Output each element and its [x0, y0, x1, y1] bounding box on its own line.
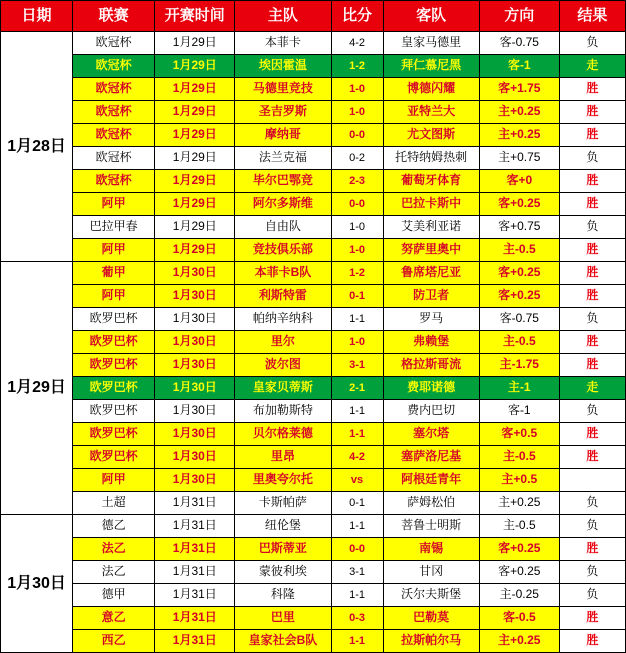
result-cell: 胜: [559, 538, 625, 561]
table-body: [1, 32, 626, 653]
column-header-league: 联赛: [73, 1, 155, 32]
table-row: [1, 147, 626, 170]
result-cell: 胜: [559, 170, 625, 193]
score-cell: 3-1: [331, 354, 383, 377]
result-cell: 走: [559, 377, 625, 400]
league-cell: 德甲: [73, 584, 155, 607]
kickoff-cell: 1月30日: [155, 423, 235, 446]
kickoff-cell: 1月29日: [155, 239, 235, 262]
league-cell: 西乙: [73, 630, 155, 653]
league-cell: 欧罗巴杯: [73, 331, 155, 354]
score-cell: 1-0: [331, 331, 383, 354]
kickoff-cell: 1月30日: [155, 446, 235, 469]
score-cell: 1-1: [331, 584, 383, 607]
away-team-cell: 皇家马德里: [383, 32, 479, 55]
home-team-cell: 波尔图: [235, 354, 331, 377]
table-row: [1, 216, 626, 239]
kickoff-cell: 1月29日: [155, 78, 235, 101]
direction-cell: 主+0.25: [479, 630, 559, 653]
direction-cell: 主-0.5: [479, 446, 559, 469]
home-team-cell: 巴斯蒂亚: [235, 538, 331, 561]
result-cell: 负: [559, 492, 625, 515]
table-row: [1, 308, 626, 331]
direction-cell: 客-0.75: [479, 308, 559, 331]
league-cell: 欧冠杯: [73, 32, 155, 55]
league-cell: 意乙: [73, 607, 155, 630]
kickoff-cell: 1月29日: [155, 193, 235, 216]
kickoff-cell: 1月30日: [155, 331, 235, 354]
column-header-score: 比分: [331, 1, 383, 32]
home-team-cell: 毕尔巴鄂竞: [235, 170, 331, 193]
score-cell: 1-1: [331, 423, 383, 446]
result-cell: 负: [559, 147, 625, 170]
table-header: [1, 1, 626, 32]
kickoff-cell: 1月29日: [155, 216, 235, 239]
result-cell: 负: [559, 561, 625, 584]
direction-cell: 客+0.5: [479, 423, 559, 446]
home-team-cell: 纽伦堡: [235, 515, 331, 538]
kickoff-cell: 1月31日: [155, 515, 235, 538]
league-cell: 土超: [73, 492, 155, 515]
away-team-cell: 菩鲁士明斯: [383, 515, 479, 538]
away-team-cell: 亚特兰大: [383, 101, 479, 124]
score-cell: 0-0: [331, 538, 383, 561]
away-team-cell: 弗赖堡: [383, 331, 479, 354]
league-cell: 阿甲: [73, 469, 155, 492]
league-cell: 阿甲: [73, 193, 155, 216]
kickoff-cell: 1月30日: [155, 308, 235, 331]
away-team-cell: 费内巴切: [383, 400, 479, 423]
score-cell: 1-0: [331, 78, 383, 101]
score-cell: 0-0: [331, 193, 383, 216]
home-team-cell: 竞技俱乐部: [235, 239, 331, 262]
away-team-cell: 拜仁慕尼黑: [383, 55, 479, 78]
column-header-date: 日期: [1, 1, 73, 32]
home-team-cell: 本菲卡: [235, 32, 331, 55]
away-team-cell: 格拉斯哥流: [383, 354, 479, 377]
table-row: [1, 170, 626, 193]
home-team-cell: 埃因霍温: [235, 55, 331, 78]
score-cell: 1-0: [331, 216, 383, 239]
home-team-cell: 圣吉罗斯: [235, 101, 331, 124]
kickoff-cell: 1月30日: [155, 354, 235, 377]
away-team-cell: 艾美利亚诺: [383, 216, 479, 239]
score-cell: 1-1: [331, 308, 383, 331]
result-cell: 胜: [559, 239, 625, 262]
direction-cell: 主+0.25: [479, 124, 559, 147]
table-row: [1, 515, 626, 538]
result-cell: 胜: [559, 78, 625, 101]
league-cell: 欧冠杯: [73, 78, 155, 101]
kickoff-cell: 1月31日: [155, 492, 235, 515]
league-cell: 欧罗巴杯: [73, 308, 155, 331]
date-group-label: 1月30日: [1, 515, 73, 653]
home-team-cell: 皇家社会B队: [235, 630, 331, 653]
result-cell: 胜: [559, 262, 625, 285]
score-cell: 1-1: [331, 400, 383, 423]
score-cell: 1-1: [331, 630, 383, 653]
column-header-result: 结果: [559, 1, 625, 32]
table-row: [1, 607, 626, 630]
home-team-cell: 自由队: [235, 216, 331, 239]
direction-cell: 主-0.5: [479, 239, 559, 262]
table-row: [1, 377, 626, 400]
kickoff-cell: 1月31日: [155, 584, 235, 607]
kickoff-cell: 1月31日: [155, 538, 235, 561]
kickoff-cell: 1月30日: [155, 262, 235, 285]
home-team-cell: 巴里: [235, 607, 331, 630]
score-cell: 4-2: [331, 446, 383, 469]
result-cell: 负: [559, 308, 625, 331]
league-cell: 欧冠杯: [73, 55, 155, 78]
direction-cell: 主-1.75: [479, 354, 559, 377]
date-group-label: 1月28日: [1, 32, 73, 262]
score-cell: 3-1: [331, 561, 383, 584]
home-team-cell: 科隆: [235, 584, 331, 607]
table-row: [1, 630, 626, 653]
league-cell: 德乙: [73, 515, 155, 538]
away-team-cell: 阿根廷青年: [383, 469, 479, 492]
home-team-cell: 皇家贝蒂斯: [235, 377, 331, 400]
away-team-cell: 努萨里奥中: [383, 239, 479, 262]
table-row: [1, 32, 626, 55]
result-cell: 胜: [559, 630, 625, 653]
direction-cell: 客+1.75: [479, 78, 559, 101]
league-cell: 欧罗巴杯: [73, 400, 155, 423]
league-cell: 欧罗巴杯: [73, 423, 155, 446]
result-cell: 胜: [559, 101, 625, 124]
score-cell: 2-1: [331, 377, 383, 400]
table-row: [1, 285, 626, 308]
away-team-cell: 巴勒莫: [383, 607, 479, 630]
result-cell: 胜: [559, 607, 625, 630]
league-cell: 阿甲: [73, 239, 155, 262]
table-row: [1, 561, 626, 584]
kickoff-cell: 1月31日: [155, 630, 235, 653]
away-team-cell: 巴拉卡斯中: [383, 193, 479, 216]
away-team-cell: 鲁席塔尼亚: [383, 262, 479, 285]
score-cell: 0-1: [331, 285, 383, 308]
home-team-cell: 阿尔多斯维: [235, 193, 331, 216]
league-cell: 欧冠杯: [73, 147, 155, 170]
table-row: [1, 101, 626, 124]
table-row: [1, 193, 626, 216]
kickoff-cell: 1月30日: [155, 285, 235, 308]
league-cell: 欧罗巴杯: [73, 446, 155, 469]
table-row: [1, 55, 626, 78]
result-cell: 负: [559, 216, 625, 239]
direction-cell: 主+0.5: [479, 469, 559, 492]
league-cell: 欧冠杯: [73, 101, 155, 124]
table-row: [1, 354, 626, 377]
home-team-cell: 帕纳辛纳科: [235, 308, 331, 331]
home-team-cell: 布加勒斯特: [235, 400, 331, 423]
league-cell: 巴拉甲春: [73, 216, 155, 239]
result-cell: 胜: [559, 446, 625, 469]
date-group-label: 1月29日: [1, 262, 73, 515]
score-cell: 0-1: [331, 492, 383, 515]
table-row: [1, 78, 626, 101]
league-cell: 法乙: [73, 561, 155, 584]
result-cell: 胜: [559, 285, 625, 308]
result-cell: 胜: [559, 331, 625, 354]
direction-cell: 客-0.75: [479, 32, 559, 55]
result-cell: 负: [559, 515, 625, 538]
kickoff-cell: 1月31日: [155, 561, 235, 584]
direction-cell: 主+0.75: [479, 147, 559, 170]
away-team-cell: 博德闪耀: [383, 78, 479, 101]
direction-cell: 客-0.5: [479, 607, 559, 630]
score-cell: 1-0: [331, 101, 383, 124]
result-cell: 负: [559, 32, 625, 55]
result-cell: 走: [559, 55, 625, 78]
kickoff-cell: 1月30日: [155, 377, 235, 400]
table-row: [1, 400, 626, 423]
column-header-away: 客队: [383, 1, 479, 32]
direction-cell: 客+0.25: [479, 561, 559, 584]
league-cell: 欧罗巴杯: [73, 377, 155, 400]
home-team-cell: 法兰克福: [235, 147, 331, 170]
direction-cell: 主+0.25: [479, 492, 559, 515]
away-team-cell: 南锡: [383, 538, 479, 561]
score-cell: 1-1: [331, 515, 383, 538]
score-cell: 1-2: [331, 262, 383, 285]
result-cell: 负: [559, 400, 625, 423]
result-cell: 胜: [559, 354, 625, 377]
result-cell: [559, 469, 625, 492]
direction-cell: 客+0.25: [479, 262, 559, 285]
table-row: [1, 446, 626, 469]
score-cell: 0-2: [331, 147, 383, 170]
league-cell: 欧罗巴杯: [73, 354, 155, 377]
table-row: [1, 262, 626, 285]
kickoff-cell: 1月30日: [155, 400, 235, 423]
column-header-direction: 方向: [479, 1, 559, 32]
kickoff-cell: 1月29日: [155, 147, 235, 170]
kickoff-cell: 1月29日: [155, 101, 235, 124]
away-team-cell: 塞尔塔: [383, 423, 479, 446]
away-team-cell: 罗马: [383, 308, 479, 331]
direction-cell: 客-1: [479, 55, 559, 78]
home-team-cell: 里尔: [235, 331, 331, 354]
league-cell: 阿甲: [73, 285, 155, 308]
table-row: [1, 584, 626, 607]
home-team-cell: 摩纳哥: [235, 124, 331, 147]
home-team-cell: 蒙彼利埃: [235, 561, 331, 584]
column-header-kickoff: 开赛时间: [155, 1, 235, 32]
table-row: [1, 492, 626, 515]
league-cell: 欧冠杯: [73, 170, 155, 193]
direction-cell: 客+0.25: [479, 538, 559, 561]
score-cell: 1-2: [331, 55, 383, 78]
table-row: [1, 538, 626, 561]
league-cell: 欧冠杯: [73, 124, 155, 147]
score-cell: 1-0: [331, 239, 383, 262]
score-cell: 2-3: [331, 170, 383, 193]
table-row: [1, 331, 626, 354]
away-team-cell: 甘冈: [383, 561, 479, 584]
result-cell: 负: [559, 584, 625, 607]
kickoff-cell: 1月29日: [155, 170, 235, 193]
kickoff-cell: 1月29日: [155, 32, 235, 55]
direction-cell: 主+0.25: [479, 101, 559, 124]
score-cell: vs: [331, 469, 383, 492]
away-team-cell: 尤文图斯: [383, 124, 479, 147]
kickoff-cell: 1月30日: [155, 469, 235, 492]
home-team-cell: 里昂: [235, 446, 331, 469]
result-cell: 胜: [559, 124, 625, 147]
home-team-cell: 利斯特雷: [235, 285, 331, 308]
home-team-cell: 卡斯帕萨: [235, 492, 331, 515]
result-cell: 胜: [559, 423, 625, 446]
away-team-cell: 防卫者: [383, 285, 479, 308]
column-header-home: 主队: [235, 1, 331, 32]
league-cell: 法乙: [73, 538, 155, 561]
league-cell: 葡甲: [73, 262, 155, 285]
home-team-cell: 本菲卡B队: [235, 262, 331, 285]
score-cell: 0-3: [331, 607, 383, 630]
direction-cell: 客+0.25: [479, 285, 559, 308]
kickoff-cell: 1月29日: [155, 124, 235, 147]
away-team-cell: 萨姆松伯: [383, 492, 479, 515]
header-row: [1, 1, 626, 32]
kickoff-cell: 1月31日: [155, 607, 235, 630]
away-team-cell: 塞萨洛尼基: [383, 446, 479, 469]
table-row: [1, 124, 626, 147]
table-row: [1, 239, 626, 262]
score-cell: 0-0: [331, 124, 383, 147]
direction-cell: 主-0.5: [479, 331, 559, 354]
direction-cell: 客+0.25: [479, 193, 559, 216]
direction-cell: 客+0.75: [479, 216, 559, 239]
away-team-cell: 托特纳姆热刺: [383, 147, 479, 170]
kickoff-cell: 1月29日: [155, 55, 235, 78]
direction-cell: 客-1: [479, 400, 559, 423]
table-row: [1, 469, 626, 492]
away-team-cell: 沃尔夫斯堡: [383, 584, 479, 607]
result-cell: 胜: [559, 193, 625, 216]
direction-cell: 主-0.5: [479, 515, 559, 538]
home-team-cell: 里奥夸尔托: [235, 469, 331, 492]
direction-cell: 主-1: [479, 377, 559, 400]
away-team-cell: 费耶诺德: [383, 377, 479, 400]
away-team-cell: 葡萄牙体育: [383, 170, 479, 193]
direction-cell: 客+0: [479, 170, 559, 193]
home-team-cell: 贝尔格莱德: [235, 423, 331, 446]
table-row: [1, 423, 626, 446]
home-team-cell: 马德里竞技: [235, 78, 331, 101]
direction-cell: 主-0.25: [479, 584, 559, 607]
away-team-cell: 拉斯帕尔马: [383, 630, 479, 653]
score-cell: 4-2: [331, 32, 383, 55]
